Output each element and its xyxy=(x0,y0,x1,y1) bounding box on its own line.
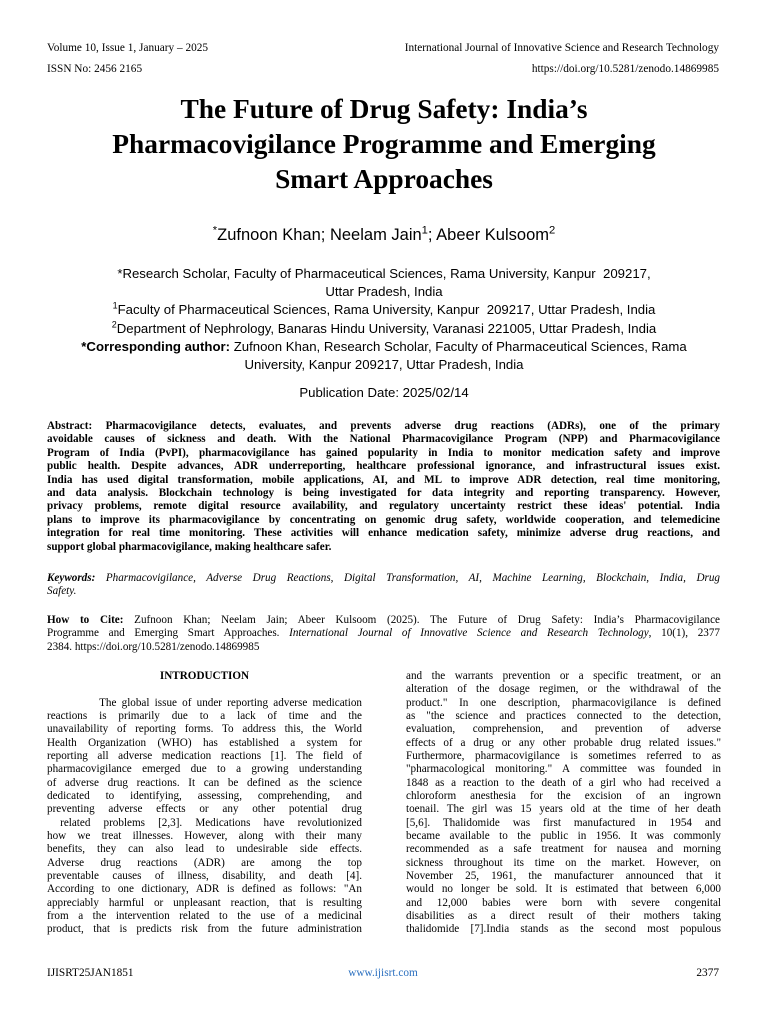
body-text-line: disabilities as a direct result of their mothers taking xyxy=(406,909,721,922)
body-text-line: dedicated to identifying, assessing, comprehending, and xyxy=(47,789,362,802)
corresponding-author xyxy=(40,338,728,356)
abstract-line: plans to improve its pharmacovigilance by concentrating on genomic drug safety, worldwide cooperation, and telemedicine xyxy=(47,513,720,526)
right-column-text xyxy=(406,670,721,937)
body-text-line: toenail. The girl was 15 years old at the time of her death xyxy=(406,803,721,816)
cite-label: How to Cite: xyxy=(47,614,124,626)
abstract-line: Abstract: Pharmacovigilance detects, evaluates, and prevents adverse drug reactions (ADRs), one of the primary xyxy=(47,420,720,432)
body-text-line: Furthermore, pharmacovigilance is sometimes referred to as xyxy=(406,749,721,762)
cite-line xyxy=(47,627,720,640)
body-text-line: appreciably harmful or unpleasant reaction, that is resulting xyxy=(47,896,362,909)
body-text-line: chloroform anesthesia for the excision of an ingrown xyxy=(406,789,721,802)
abstract-line: privacy problems, remote digital resource availability, and regulatory uncertainty restrict these ideas' potential. India xyxy=(47,500,720,513)
body-text-line: effects of a drug or any other probable drug related issues." xyxy=(406,736,721,749)
body-text-line: alteration of the dosage regimen, or the withdrawal of the xyxy=(406,683,721,696)
journal-name: International Journal of Innovative Science and Research Technology xyxy=(404,42,719,54)
title-line: Pharmacovigilance Programme and Emerging xyxy=(112,129,656,159)
body-text-line: became available to the public in 1956. It was commonly xyxy=(406,829,721,842)
author-list xyxy=(0,226,768,245)
doi-link[interactable]: https://doi.org/10.5281/zenodo.14869985 xyxy=(531,63,719,75)
corresponding-label: *Corresponding author: xyxy=(81,338,231,354)
issn: ISSN No: 2456 2165 xyxy=(47,63,143,75)
paper-title xyxy=(40,92,728,197)
how-to-cite xyxy=(47,614,720,654)
body-text-line: unavailability of reporting forms. To address this, the World xyxy=(47,723,362,736)
body-text-line: According to one dictionary, ADR is defined as follows: "An xyxy=(47,883,362,896)
body-text-line: from a the intervention related to the use of a medicinal xyxy=(47,909,362,922)
abstract-line: integration for real time monitoring. These activities will enhance medication safety, minimize adverse drug reactions, and xyxy=(47,527,720,540)
affiliation-mark: 2 xyxy=(111,319,117,330)
body-text-line: pharmacovigilance emerged due to a growing understanding xyxy=(47,763,362,776)
affiliation-text: Faculty of Pharmaceutical Sciences, Rama University, Kanpur 209217, Uttar Pradesh, India xyxy=(117,302,656,318)
title-line: The Future of Drug Safety: India’s xyxy=(180,94,588,124)
abstract-line: and data analysis. Blockchain technology is being investigated for data integrity and reporting transparency. However, xyxy=(47,487,720,500)
cite-text: , 10(1), 2377 xyxy=(648,627,720,640)
body-text-line: of adverse drug reactions. It can be defined as the science xyxy=(47,776,362,789)
body-text-line: recommended as a safe treatment for nausea and morning xyxy=(406,843,721,856)
body-text-line: product." In one description, pharmacovigilance is defined xyxy=(406,696,721,709)
body-text-line: evaluation, comprehension, and prevention of adverse xyxy=(406,723,721,736)
affiliation-line: University, Kanpur 209217, Uttar Pradesh, India xyxy=(244,357,524,373)
corresponding-text: Zufnoon Khan, Research Scholar, Faculty of Pharmaceutical Sciences, Rama xyxy=(230,338,687,354)
cite-text: Programme and Emerging Smart Approaches. xyxy=(47,627,290,640)
body-text-line: [5,6]. Thalidomide was first manufactured in 1954 and xyxy=(406,816,721,829)
body-text-line: The global issue of under reporting adverse medication xyxy=(47,696,362,709)
body-text-line: preventing adverse effects or any other potential drug xyxy=(47,803,362,816)
body-text-line: Health Organization (WHO) has established a system for xyxy=(47,736,362,749)
affiliation-mark: 1 xyxy=(112,301,118,312)
body-text-line: sickness throughout its time on the market. However, on xyxy=(406,856,721,869)
affiliations xyxy=(40,265,728,374)
cite-text: Zufnoon Khan; Neelam Jain; Abeer Kulsoom (2025). The Future of Drug Safety: India’s Pharmacovigilance xyxy=(123,614,720,626)
body-text-line: reporting all adverse medication reactions [1]. The field of xyxy=(47,749,362,762)
abstract-line: Program of India (PvPI), pharmacovigilance has gained popularity in India to monitor medication safety and improve xyxy=(47,446,720,459)
keywords xyxy=(47,572,720,599)
left-column-text xyxy=(47,697,362,937)
cite-line: 2384. https://doi.org/10.5281/zenodo.14869985 xyxy=(47,640,260,653)
page-number: 2377 xyxy=(696,967,719,979)
author-names: ; Abeer Kulsoom xyxy=(427,226,549,244)
body-text-line: would no longer be sold. It is estimated that between 6,000 xyxy=(406,883,721,896)
affiliation-line xyxy=(40,320,728,338)
body-text-line: and the warrants prevention or a specific treatment, or an xyxy=(406,670,721,682)
journal-website-link[interactable]: www.ijisrt.com xyxy=(348,967,418,979)
body-text-line: 1848 as a reaction to the death of a girl who had received a xyxy=(406,776,721,789)
affiliation-line xyxy=(40,301,728,319)
abstract-line: avoidable causes of sickness and death. With the National Pharmacovigilance Program (NPP) and Pharmacovigilance xyxy=(47,433,720,446)
body-text-line: thalidomide [7].India stands as the second most populous xyxy=(406,923,721,936)
body-text-line: Adverse drug reactions (ADR) are among the top xyxy=(47,856,362,869)
publication-date: Publication Date: 2025/02/14 xyxy=(299,385,469,400)
body-text-line: related problems [2,3]. Medications have revolutionized xyxy=(47,816,362,829)
abstract-line: support global pharmacovigilance, making healthcare safer. xyxy=(47,540,332,553)
cite-line xyxy=(47,614,720,627)
body-text-line: product, that is predicts risk from the future administration xyxy=(47,923,362,936)
left-column xyxy=(47,670,362,937)
affiliation-line: *Research Scholar, Faculty of Pharmaceutical Sciences, Rama University, Kanpur 209217, xyxy=(117,266,651,281)
body-text-line: as "the science and practices connected to the detection, xyxy=(406,709,721,722)
keywords-line xyxy=(47,572,720,585)
body-text-line: benefits, they can also lead to undesirable side effects. xyxy=(47,843,362,856)
author-mark: * xyxy=(212,224,218,237)
affiliation-line: Uttar Pradesh, India xyxy=(325,284,443,300)
abstract xyxy=(47,420,720,554)
body-text-line: preventable causes of illness, disability, and death [4]. xyxy=(47,869,362,882)
article-code: IJISRT25JAN1851 xyxy=(47,967,134,979)
title-line: Smart Approaches xyxy=(275,164,493,194)
body-text-line: and 12,000 babies were born with severe congenital xyxy=(406,896,721,909)
abstract-line: public health. Despite advances, ADR underreporting, healthcare professional ignorance, and infrastructural issues exist. xyxy=(47,460,720,473)
section-heading-introduction: INTRODUCTION xyxy=(159,670,250,682)
right-column xyxy=(406,670,721,937)
volume-issue: Volume 10, Issue 1, January – 2025 xyxy=(47,42,209,54)
body-text-line: how we treat illnesses. However, along with their many xyxy=(47,829,362,842)
body-text-line: "pharmacological monitoring." A committee was founded in xyxy=(406,763,721,776)
abstract-line: India has used digital transformation, mobile applications, AI, and ML to improve ADR detection, real time monitoring, xyxy=(47,473,720,486)
keywords-label: Keywords: xyxy=(47,572,96,584)
body-text-line: reactions is primarily due to a lack of time and the xyxy=(47,709,362,722)
author-mark: 1 xyxy=(421,224,428,237)
affiliation-text: Department of Nephrology, Banaras Hindu University, Varanasi 221005, Uttar Pradesh, India xyxy=(116,320,657,336)
author-mark: 2 xyxy=(549,224,556,237)
body-text-line: November 25, 1961, the manufacturer announced that it xyxy=(406,869,721,882)
keywords-line: Safety. xyxy=(47,585,77,598)
keywords-text: Pharmacovigilance, Adverse Drug Reactions, Digital Transformation, AI, Machine Learning, Blockchain, India, Drug xyxy=(95,572,720,584)
cite-journal: International Journal of Innovative Science and Research Technology xyxy=(289,627,649,640)
author-names: Zufnoon Khan; Neelam Jain xyxy=(217,226,422,244)
